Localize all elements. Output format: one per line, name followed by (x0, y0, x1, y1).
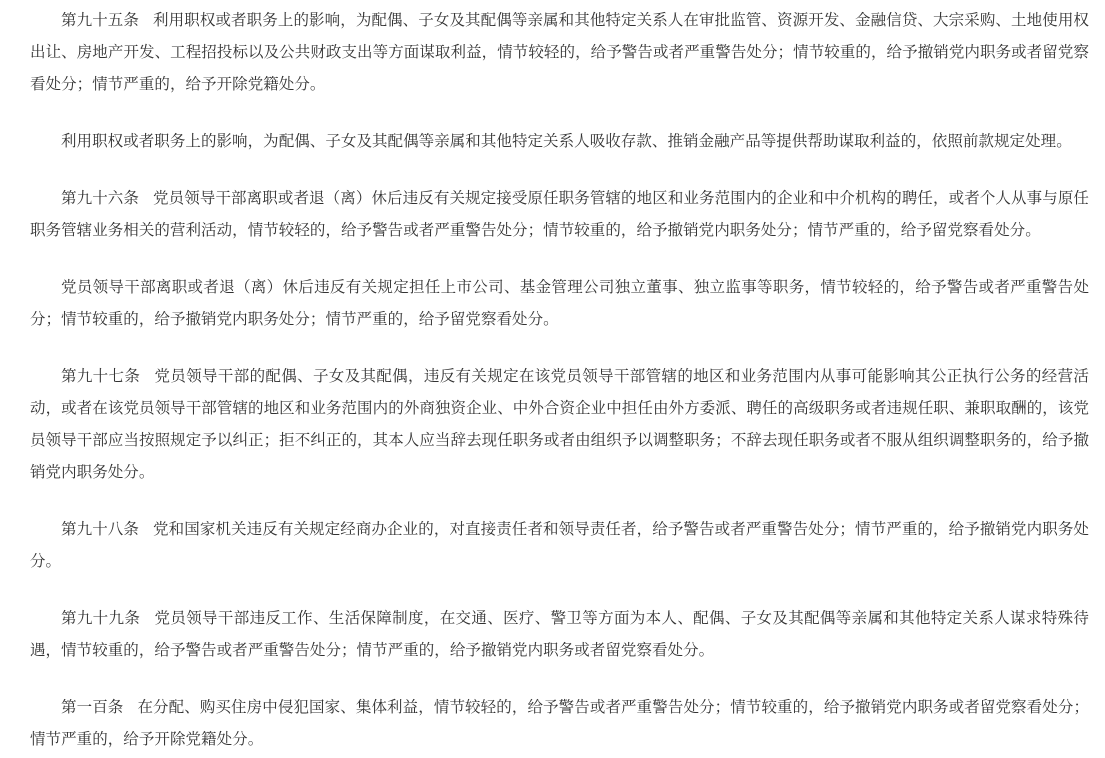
paragraph-article-98 (30, 513, 1089, 577)
article-number: 第九十七条 (61, 367, 141, 385)
article-number: 第九十六条 (61, 189, 139, 207)
paragraph-article-95 (30, 4, 1089, 100)
article-body: 党员领导干部的配偶、子女及其配偶，违反有关规定在该党员领导干部管辖的地区和业务范围内从事可能影响其公正执行公务的经营活动，或者在该党员领导干部管辖的地区和业务范围内的外商独资企业、中外合资企业中担任由外方委派、聘任的高级职务或者违规任职、兼职取酬的，该党员领导干部应当按照规定予以纠正；拒不纠正的，其本人应当辞去现任职务或者由组织予以调整职务；不辞去现任职务或者不服从组织调整职务的，给予撤销党内职务处分。 (30, 367, 1089, 481)
article-body: 利用职权或者职务上的影响，为配偶、子女及其配偶等亲属和其他特定关系人吸收存款、推销金融产品等提供帮助谋取利益的，依照前款规定处理。 (61, 132, 1072, 150)
article-number: 第一百条 (61, 698, 124, 716)
article-number: 第九十五条 (61, 11, 139, 29)
article-body: 利用职权或者职务上的影响，为配偶、子女及其配偶等亲属和其他特定关系人在审批监管、资源开发、金融信贷、大宗采购、土地使用权出让、房地产开发、工程招投标以及公共财政支出等方面谋取利益，情节较轻的，给予警告或者严重警告处分；情节较重的，给予撤销党内职务或者留党察看处分；情节严重的，给予开除党籍处分。 (30, 11, 1089, 93)
article-body: 在分配、购买住房中侵犯国家、集体利益，情节较轻的，给予警告或者严重警告处分；情节较重的，给予撤销党内职务或者留党察看处分；情节严重的，给予开除党籍处分。 (30, 698, 1089, 748)
paragraph-article-99 (30, 602, 1089, 666)
paragraph-article-96 (30, 182, 1089, 246)
paragraph-article-100 (30, 691, 1089, 755)
paragraph-article-95-clause-2 (30, 125, 1089, 157)
article-body: 党员领导干部离职或者退（离）休后违反有关规定接受原任职务管辖的地区和业务范围内的企业和中介机构的聘任，或者个人从事与原任职务管辖业务相关的营利活动，情节较轻的，给予警告或者严重警告处分；情节较重的，给予撤销党内职务处分；情节严重的，给予留党察看处分。 (30, 189, 1089, 239)
paragraph-article-96-clause-2 (30, 271, 1089, 335)
article-number: 第九十九条 (61, 609, 141, 627)
article-body: 党员领导干部离职或者退（离）休后违反有关规定担任上市公司、基金管理公司独立董事、独立监事等职务，情节较轻的，给予警告或者严重警告处分；情节较重的，给予撤销党内职务处分；情节严重的，给予留党察看处分。 (30, 278, 1089, 328)
paragraph-article-97 (30, 360, 1089, 488)
article-body: 党员领导干部违反工作、生活保障制度，在交通、医疗、警卫等方面为本人、配偶、子女及其配偶等亲属和其他特定关系人谋求特殊待遇，情节较重的，给予警告或者严重警告处分；情节严重的，给予撤销党内职务或者留党察看处分。 (30, 609, 1089, 659)
article-body: 党和国家机关违反有关规定经商办企业的，对直接责任者和领导责任者，给予警告或者严重警告处分；情节严重的，给予撤销党内职务处分。 (30, 520, 1089, 570)
article-number: 第九十八条 (61, 520, 139, 538)
